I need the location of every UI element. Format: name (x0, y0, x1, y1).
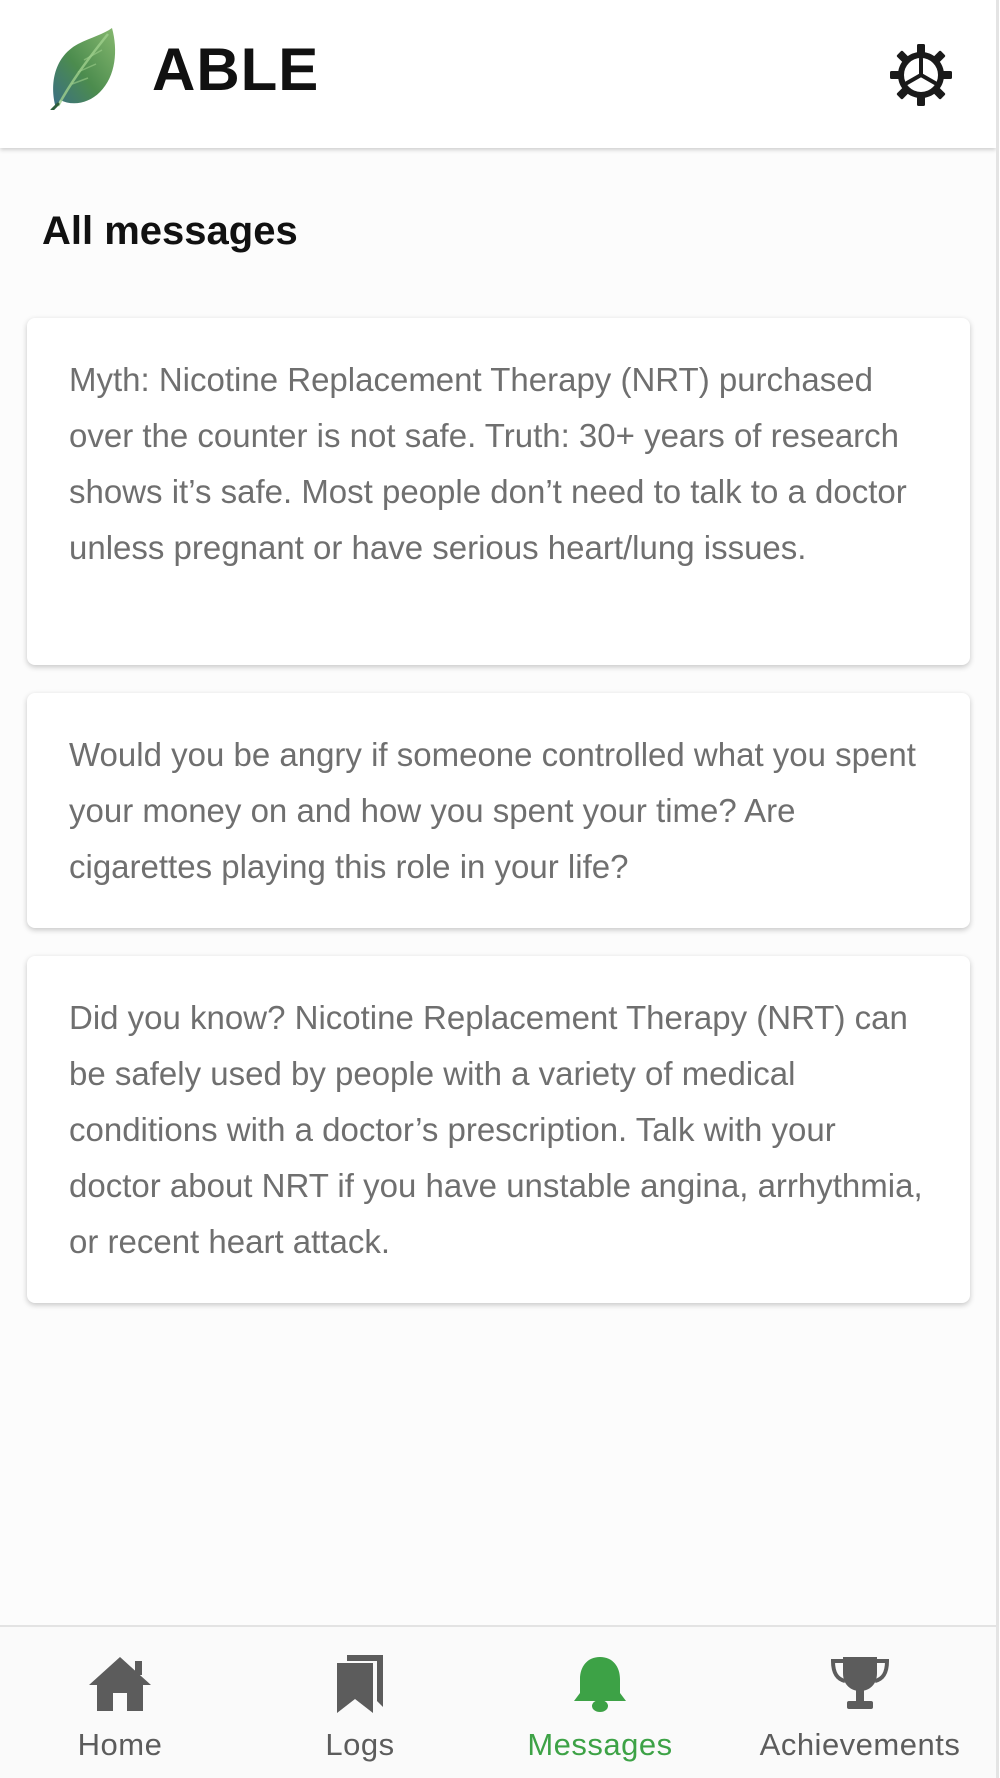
nav-label-messages: Messages (527, 1727, 673, 1762)
home-icon (85, 1653, 155, 1715)
message-card (27, 956, 970, 1303)
app-header (0, 0, 996, 148)
gear-icon[interactable] (890, 44, 952, 106)
nav-label-logs: Logs (325, 1727, 395, 1762)
nav-item-home[interactable] (20, 1627, 220, 1777)
app-brand: ABLE (152, 36, 320, 103)
nav-item-logs[interactable] (260, 1627, 460, 1777)
message-text: Myth: Nicotine Replacement Therapy (NRT) purchased over the counter is not safe. Truth: 30+ years of research shows it’s safe. Most people don’t need to talk to a doctor unless pregnant or have serious heart/lung issues. (69, 361, 907, 566)
nav-item-messages[interactable] (500, 1627, 700, 1777)
message-card (27, 693, 970, 928)
trophy-icon (825, 1653, 895, 1715)
bookmarks-icon (325, 1653, 395, 1715)
message-card (27, 318, 970, 665)
nav-item-achievements[interactable] (740, 1627, 980, 1777)
message-text: Would you be angry if someone controlled what you spent your money on and how you spent your time? Are cigarettes playing this role in your life? (69, 736, 916, 885)
nav-label-achievements: Achievements (759, 1727, 961, 1762)
bell-icon (565, 1653, 635, 1715)
leaf-icon (48, 28, 118, 110)
nav-label-home: Home (77, 1727, 163, 1762)
bottom-nav (0, 1625, 996, 1778)
page-title: All messages (42, 209, 298, 253)
message-text: Did you know? Nicotine Replacement Therapy (NRT) can be safely used by people with a variety of medical conditions with a doctor’s prescription. Talk with your doctor about NRT if you have unstable angina, arrhythmia, or recent heart attack. (69, 999, 923, 1260)
